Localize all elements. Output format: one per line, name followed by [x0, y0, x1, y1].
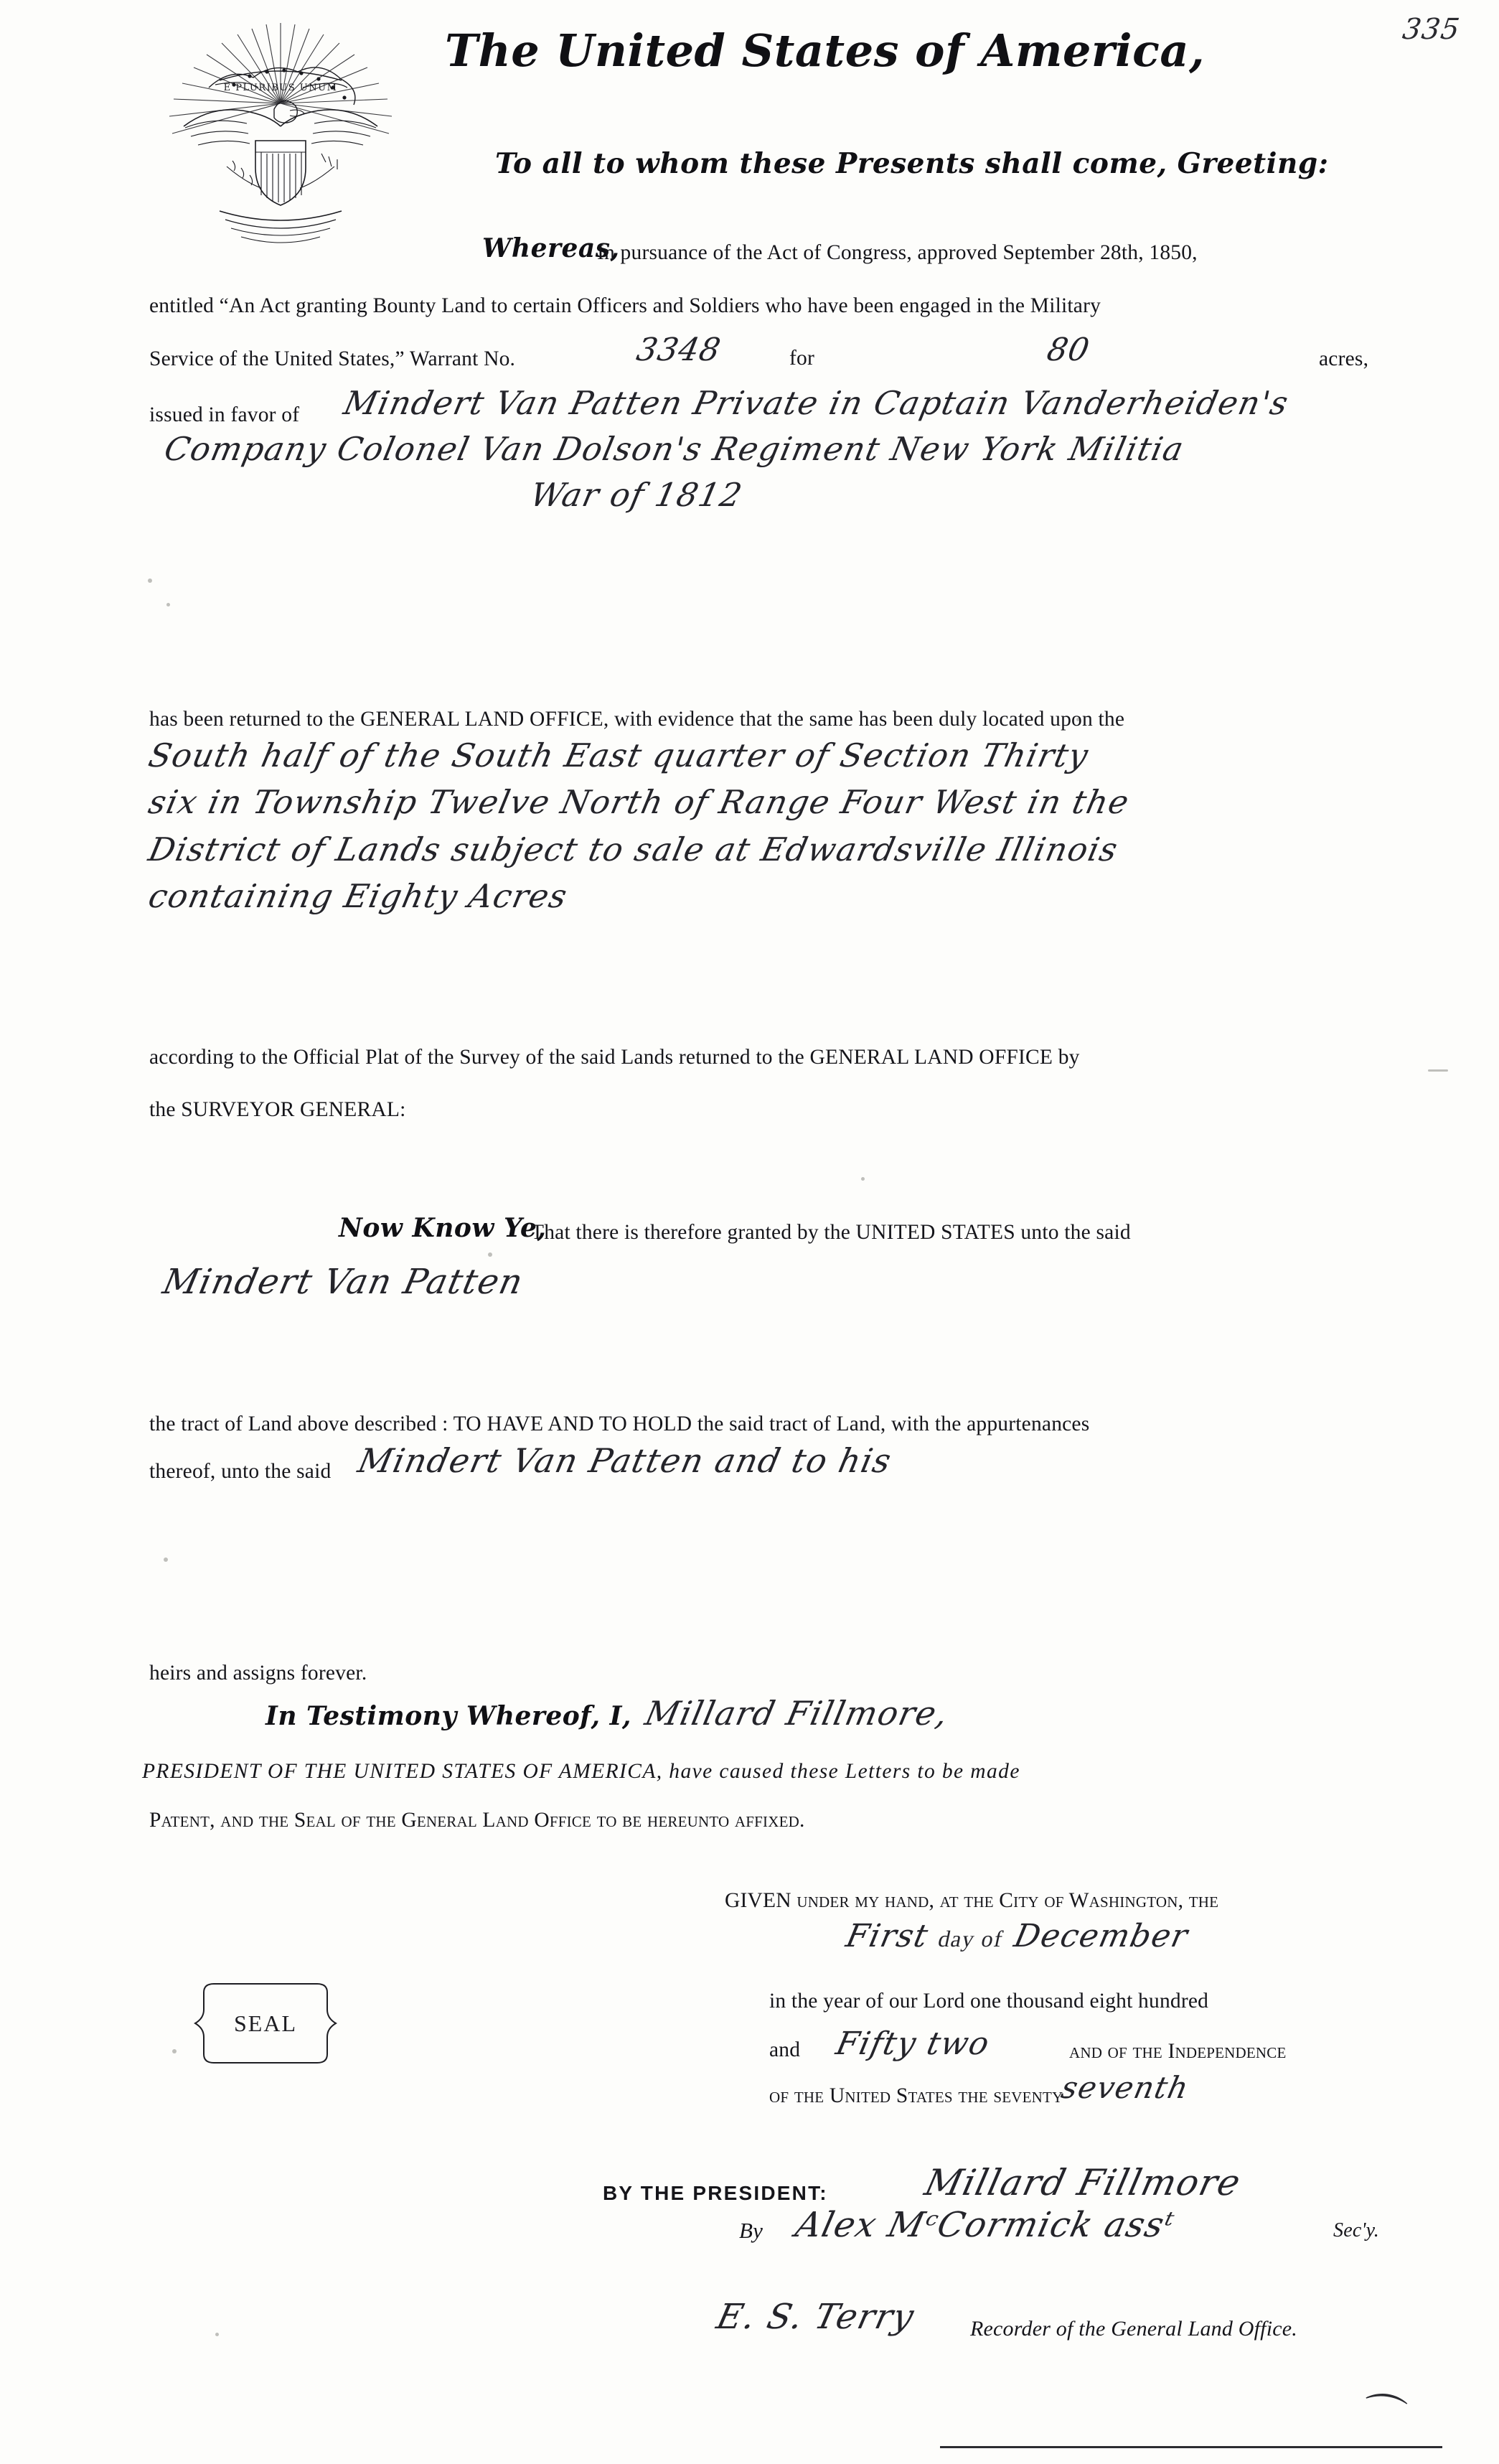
document-title: The United States of America, — [445, 24, 1206, 77]
acres-value: 80 — [1044, 332, 1093, 368]
paper-speckle — [488, 1252, 492, 1257]
entitled-line: entitled “An Act granting Bounty Land to certain Officers and Soldiers who have been engaged in the Military — [149, 294, 1101, 317]
plat-line-2: the SURVEYOR GENERAL: — [149, 1098, 406, 1121]
paper-speckle — [172, 2049, 177, 2053]
president-of-line: PRESIDENT OF THE UNITED STATES OF AMERICA, have caused these Letters to be made — [142, 1760, 1020, 1783]
paper-speckle — [861, 1177, 865, 1181]
paper-speckle — [164, 1557, 168, 1562]
for-word: for — [789, 347, 814, 370]
given-month-value: December — [1010, 1918, 1192, 1954]
returned-to-glo-line: has been returned to the GENERAL LAND OFFICE, with evidence that the same has been duly located upon the — [149, 708, 1125, 731]
secretary-title: Sec'y. — [1333, 2219, 1379, 2242]
secretary-signature: Alex MᶜCormick assᵗ — [791, 2205, 1179, 2245]
patent-seal-line: Patent, and the Seal of the General Land Office to be hereunto affixed. — [149, 1809, 805, 1832]
tract-habendum-line: the tract of Land above described : TO HAVE AND TO HOLD the said tract of Land, with the appurtenances — [149, 1413, 1090, 1435]
given-year-words: Fifty two — [832, 2025, 994, 2062]
and-word: and — [769, 2038, 801, 2061]
by-label: By — [739, 2218, 763, 2243]
issued-in-favor-of-label: issued in favor of — [149, 403, 300, 426]
grantee-name-second: Mindert Van Patten — [159, 1262, 527, 1302]
paper-speckle — [215, 2333, 219, 2336]
now-know-ye-phrase: Now Know Ye, — [339, 1213, 547, 1243]
bottom-rule — [940, 2446, 1442, 2448]
page-number: 335 — [1400, 13, 1462, 46]
seal-label: SEAL — [234, 2010, 297, 2036]
thereof-line: thereof, unto the said — [149, 1460, 332, 1483]
given-line: GIVEN under my hand, at the City of Washington, the — [725, 1889, 1219, 1912]
recorder-signature: E. S. Terry — [713, 2297, 918, 2337]
legal-line-1: South half of the South East quarter of Section Thirty — [145, 736, 1093, 774]
grantee-line-2: Company Colonel Van Dolson's Regiment New York Militia — [161, 429, 1188, 468]
testimony-phrase: In Testimony Whereof, I, — [266, 1701, 631, 1731]
act-line: In pursuance of the Act of Congress, approved September 28th, 1850, — [597, 241, 1198, 264]
great-seal-eagle-emblem — [141, 19, 420, 256]
granted-line: That there is therefore granted by the UNITED STATES unto the said — [531, 1221, 1131, 1244]
legal-line-2: six in Township Twelve North of Range Four West in the — [145, 783, 1134, 822]
legal-line-4: containing Eighty Acres — [145, 876, 571, 915]
paper-speckle — [148, 578, 152, 583]
given-day-handwriting — [843, 1918, 1192, 1954]
independence-tail: and of the Independence — [1069, 2040, 1287, 2063]
paper-speckle — [1428, 1069, 1448, 1072]
whereas-word: Whereas, — [482, 233, 620, 263]
given-day-value: First — [842, 1918, 932, 1954]
acres-word: acres, — [1319, 347, 1369, 370]
president-signature: Millard Fillmore — [921, 2162, 1246, 2203]
svg-text:E PLURIBUS UNUM: E PLURIBUS UNUM — [223, 83, 338, 93]
heirs-line: heirs and assigns forever. — [149, 1662, 367, 1685]
grantee-name-third: Mindert Van Patten and to his — [354, 1441, 896, 1480]
seal-placeholder — [194, 1981, 337, 2066]
warrant-number-value: 3348 — [634, 332, 724, 368]
grantee-line-3: War of 1812 — [527, 475, 746, 514]
legal-line-3: District of Lands subject to sale at Edwardsville Illinois — [145, 830, 1122, 868]
president-name-inline: Millard Fillmore, — [642, 1694, 953, 1733]
document-greeting: To all to whom these Presents shall come, Greeting: — [495, 147, 1329, 180]
by-the-president-label: BY THE PRESIDENT: — [603, 2182, 828, 2204]
service-line: Service of the United States,” Warrant No. — [149, 347, 516, 370]
paper-speckle — [166, 603, 170, 606]
recorder-title: Recorder of the General Land Office. — [970, 2317, 1297, 2341]
legal-description-handwriting — [145, 732, 1434, 919]
grantee-line-1: Mindert Van Patten Private in Captain Vanderheiden's — [340, 384, 1292, 422]
bottom-flourish-mark: ⌒ — [1359, 2388, 1409, 2444]
given-ordinal-handwriting: seventh — [1058, 2070, 1193, 2105]
plat-line-1: according to the Official Plat of the Survey of the said Lands returned to the GENERAL LAND OFFICE by — [149, 1046, 1080, 1069]
of-the-united-states-line: of the United States the seventy- — [769, 2084, 1071, 2107]
day-of-words: day of — [936, 1926, 1006, 1952]
year-of-our-lord-line: in the year of our Lord one thousand eight hundred — [769, 1990, 1209, 2013]
